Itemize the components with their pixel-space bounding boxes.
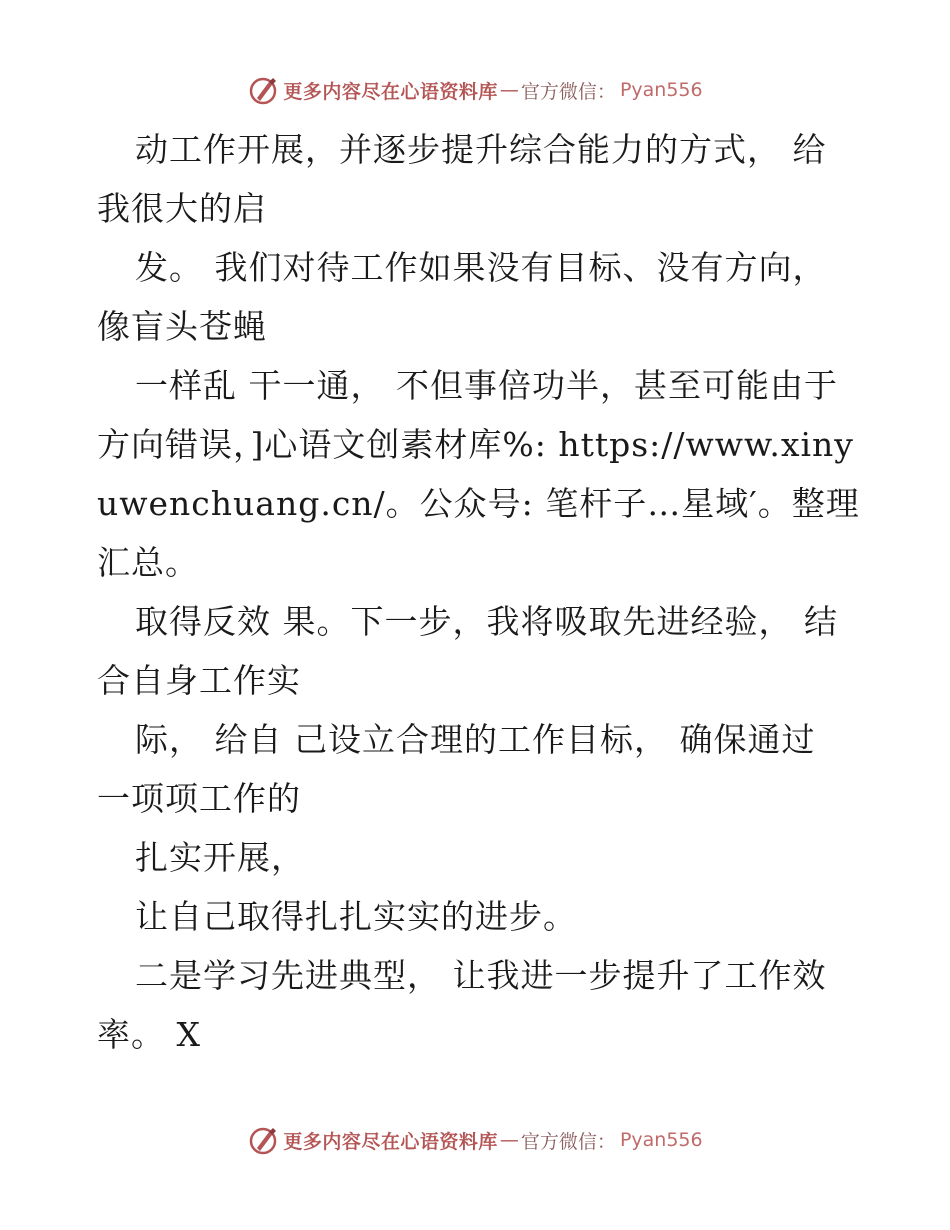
text-line: 合自身工作实 xyxy=(97,661,301,700)
text-line: 二是学习先进典型， 让我进一步提升了工作效 xyxy=(135,956,827,995)
text-line: 一样乱 干一通， 不但事倍功半，甚至可能由于 xyxy=(135,366,838,405)
text-line: 动工作开展，并逐步提升综合能力的方式， 给 xyxy=(135,130,827,169)
text-line: 取得反效 果。下一步，我将吸取先进经验， 结 xyxy=(135,602,838,641)
banner-main-text: 更多内容尽在心语资料库 xyxy=(283,1130,498,1153)
text-line: 际， 给自 己设立合理的工作目标， 确保通过 xyxy=(135,720,816,759)
text-line: uwenchuang.cn/。公众号: 笔杆子…星域′。整理 xyxy=(97,484,860,523)
header-watermark-banner xyxy=(0,72,950,108)
pen-logo-icon xyxy=(247,74,279,106)
text-line: 发。 我们对待工作如果没有目标、没有方向， xyxy=(135,248,827,287)
pen-logo-icon xyxy=(247,1124,279,1156)
banner-dash: — xyxy=(499,1129,519,1151)
text-line: 方向错误，]心语文创素材库%: https://www.xiny xyxy=(97,425,854,464)
banner-main-text: 更多内容尽在心语资料库 xyxy=(283,80,498,103)
text-line: 像盲头苍蝇 xyxy=(97,307,267,346)
text-line: 一项项工作的 xyxy=(97,779,301,818)
banner-wechat-id: Pyan556 xyxy=(619,1129,703,1151)
footer-watermark-banner xyxy=(0,1122,950,1158)
text-line: 汇总。 xyxy=(97,543,199,582)
banner-wechat-label: 官方微信： xyxy=(520,80,616,103)
banner-wechat-id: Pyan556 xyxy=(619,79,703,101)
text-line: 扎实开展， xyxy=(135,838,305,877)
text-line: 我很大的启 xyxy=(97,189,267,228)
banner-dash: — xyxy=(499,79,519,101)
text-line: 率。 X xyxy=(97,1015,201,1054)
banner-wechat-label: 官方微信： xyxy=(520,1130,616,1153)
text-line: 让自己取得扎扎实实的进步。 xyxy=(135,897,577,936)
document-body xyxy=(97,120,860,1064)
